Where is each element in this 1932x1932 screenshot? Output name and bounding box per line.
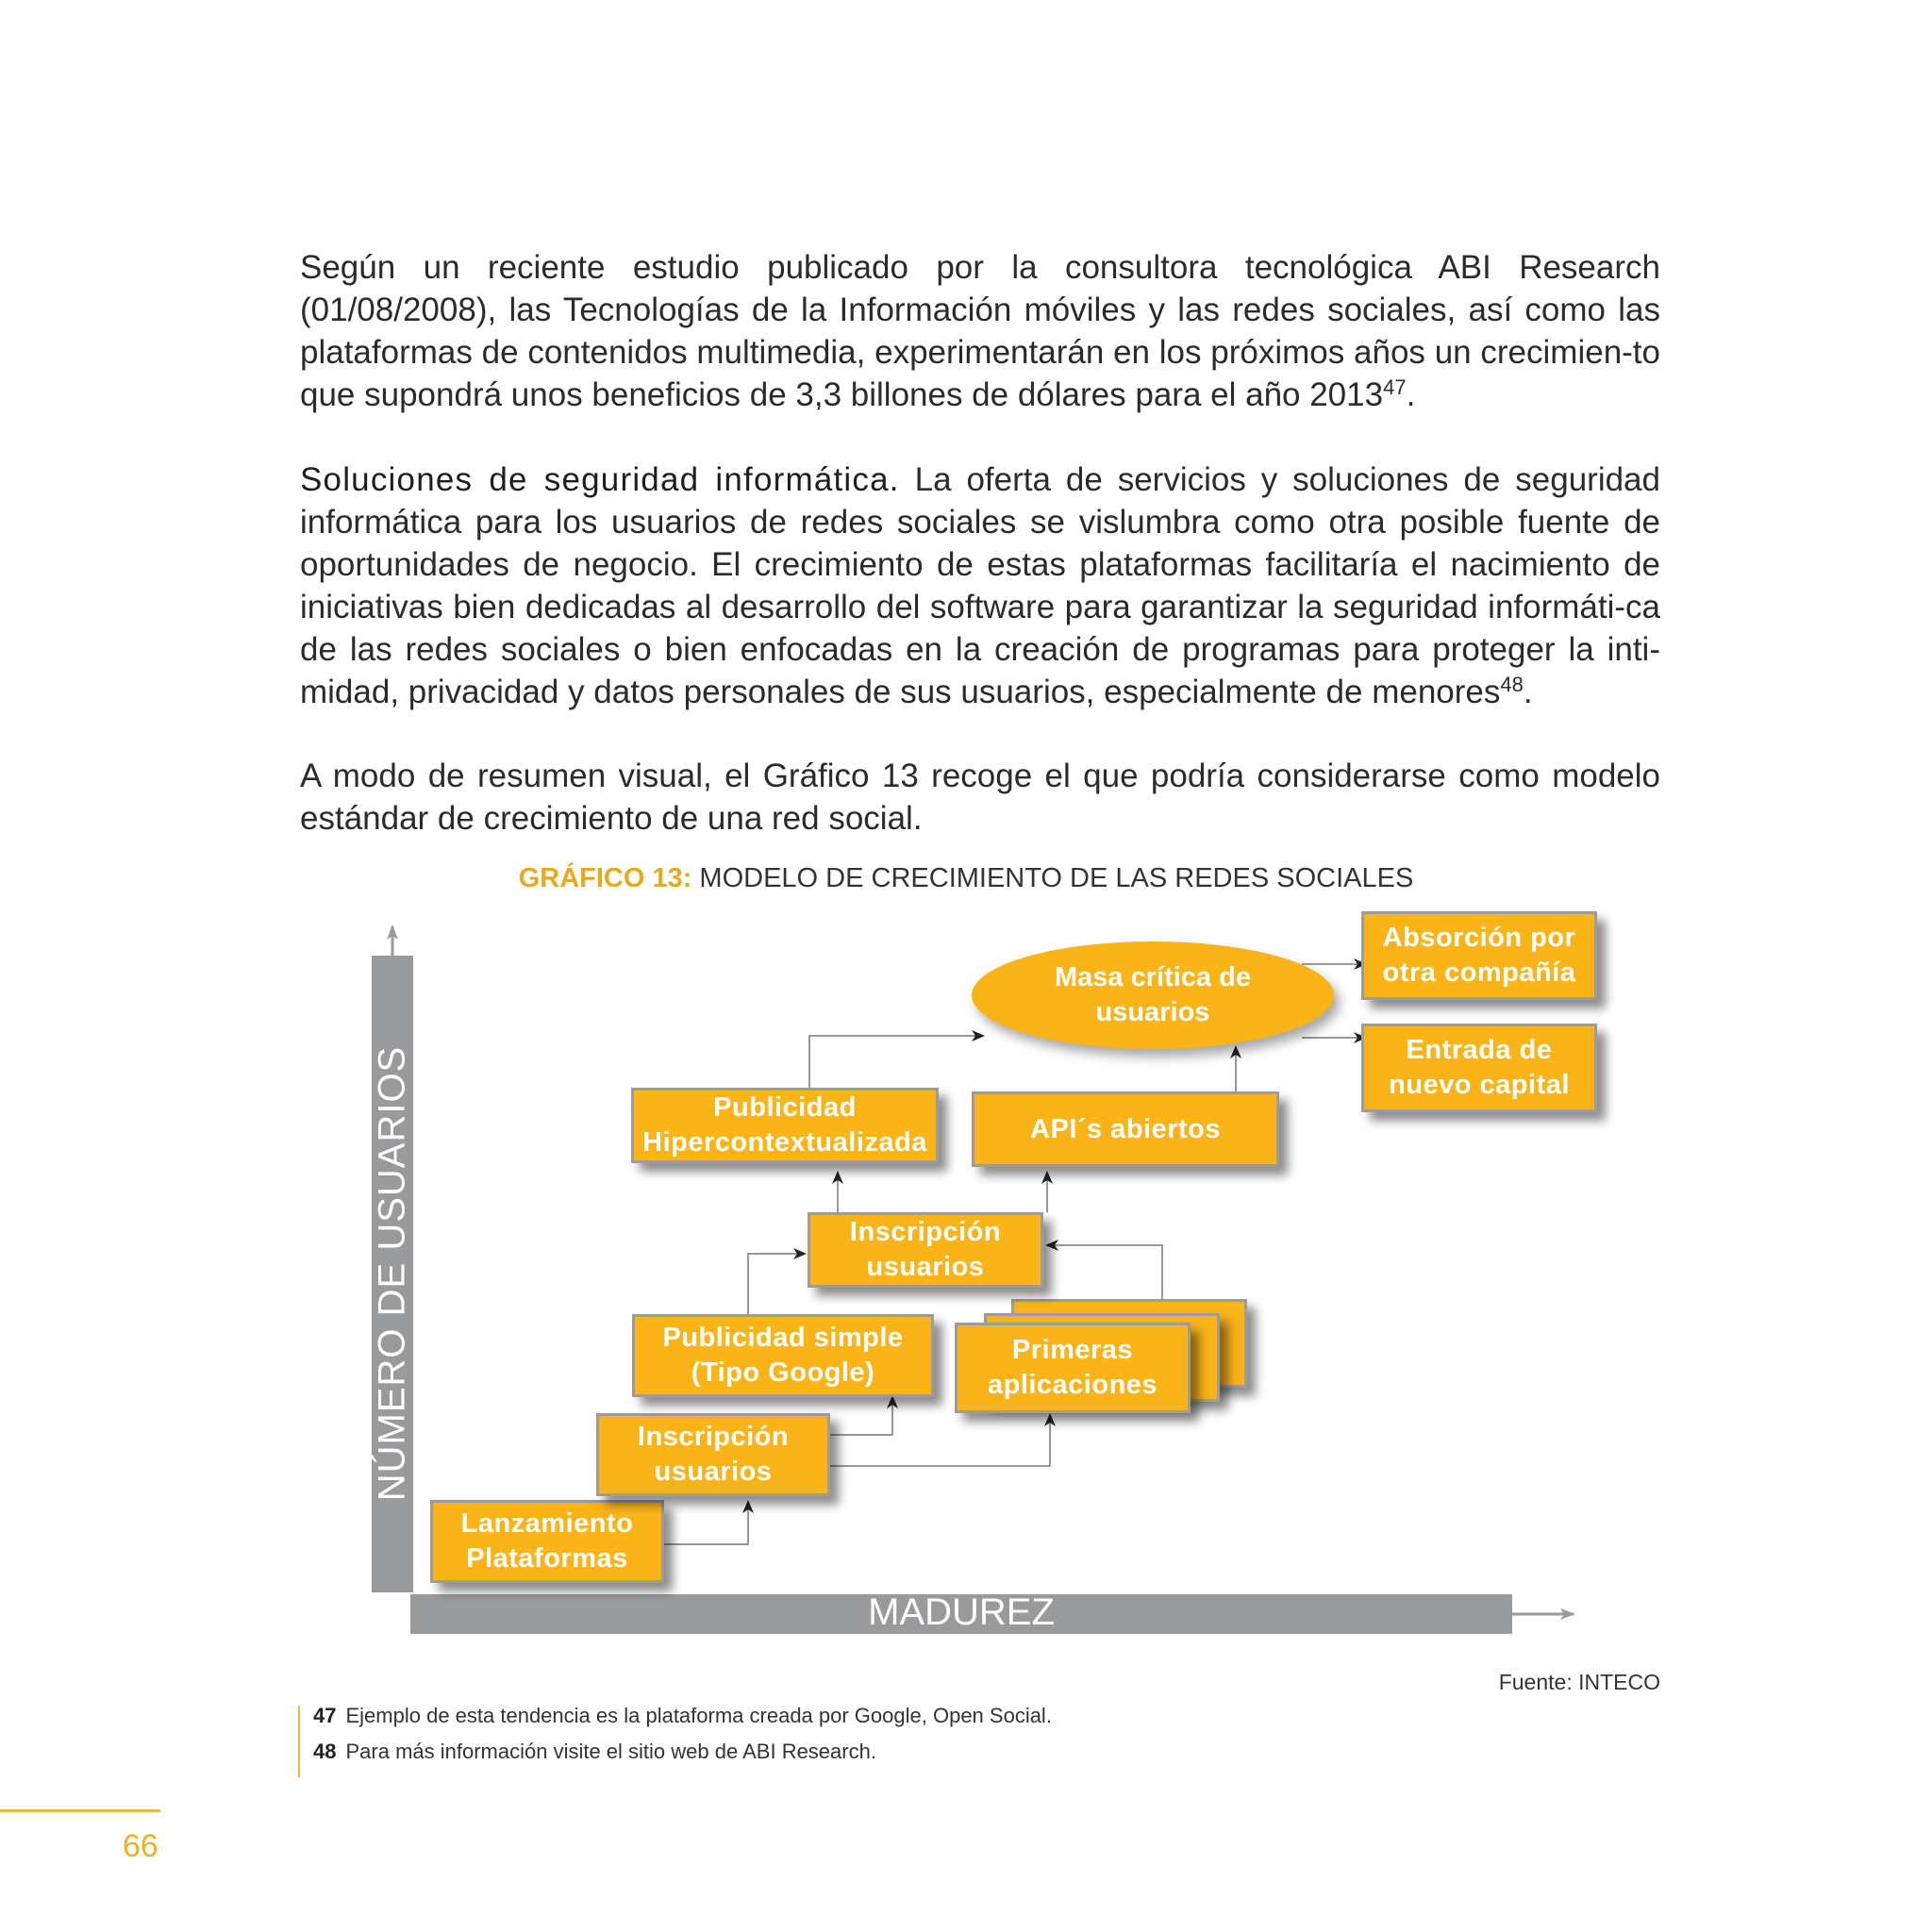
footnote-rule bbox=[298, 1706, 300, 1777]
arrow-publicidad-inscripcion2 bbox=[748, 1254, 805, 1314]
box-publicidad-hipercontextualizada: Publicidad Hipercontextualizada bbox=[631, 1088, 939, 1163]
paragraph-text: Según un reciente estudio publicado por la consultora tecnológica ABI Research (01/08/2008), las Tecnologías de la Información móviles y las redes sociales, así como las plataformas de contenidos multimedia, experimentarán en los próximos años un crecimien-to que supondrá unos beneficios de 3,3 billones de dólares para el año 2013 bbox=[300, 249, 1660, 413]
arrow-inscripcion-publicidad bbox=[830, 1397, 892, 1435]
arrow-inscripcion-primeras bbox=[830, 1415, 1050, 1466]
box-inscripcion-usuarios-2: Inscripción usuarios bbox=[808, 1212, 1043, 1288]
box-inscripcion-usuarios-1: Inscripción usuarios bbox=[596, 1413, 830, 1496]
footnote-number: 47 bbox=[313, 1704, 337, 1727]
box-entrada-capital: Entrada de nuevo capital bbox=[1361, 1024, 1597, 1112]
paragraph-end: . bbox=[1406, 376, 1416, 413]
arrow-lanzamiento-inscripcion bbox=[664, 1502, 748, 1544]
box-publicidad-simple: Publicidad simple (Tipo Google) bbox=[632, 1314, 934, 1397]
footnote-number: 48 bbox=[313, 1740, 337, 1763]
footnote-ref-48[interactable]: 48 bbox=[1500, 673, 1524, 696]
chart-source: Fuente: INTECO bbox=[1498, 1670, 1660, 1694]
paragraph-lead: Soluciones de seguridad informática. bbox=[300, 461, 900, 498]
footnote-text: Para más información visite el sitio web de ABI Research. bbox=[345, 1740, 876, 1763]
footnote-text: Ejemplo de esta tendencia es la plataforma creada por Google, Open Social. bbox=[345, 1704, 1052, 1727]
chart-title-label: GRÁFICO 13: bbox=[518, 863, 692, 893]
page-number: 66 bbox=[123, 1828, 158, 1864]
footnote-48 bbox=[313, 1740, 876, 1764]
chart-title-text: MODELO DE CRECIMIENTO DE LAS REDES SOCIALES bbox=[691, 863, 1414, 893]
paragraph-text: La oferta de servicios y soluciones de seguridad informática para los usuarios de redes sociales se vislumbra como otra posible fuente de oportunidades de negocio. El crecimiento de estas plataformas facilitaría el nacimiento de iniciativas bien dedicadas al desarrollo del software para garantizar la seguridad informáti-ca de las redes sociales o bien enfocadas en la creación de programas para proteger la inti-midad, privacidad y datos personales de sus usuarios, especialmente de menores bbox=[300, 461, 1660, 710]
page-rule bbox=[0, 1809, 160, 1812]
ellipse-masa-critica: Masa crítica de usuarios bbox=[972, 941, 1334, 1049]
box-lanzamiento-plataformas: Lanzamiento Plataformas bbox=[430, 1500, 664, 1583]
y-axis-label: NÚMERO DE USUARIOS bbox=[371, 1045, 413, 1502]
paragraph-text: A modo de resumen visual, el Gráfico 13 recoge el que podría considerarse como modelo estándar de crecimiento de una red social. bbox=[300, 758, 1660, 837]
paragraph-end: . bbox=[1523, 674, 1533, 710]
footnote-ref-47[interactable]: 47 bbox=[1383, 375, 1407, 399]
arrow-primeras-inscripcion2 bbox=[1047, 1245, 1162, 1303]
box-absorcion: Absorción por otra compañía bbox=[1361, 911, 1597, 1000]
box-primeras-aplicaciones: Primeras aplicaciones bbox=[955, 1323, 1191, 1413]
box-api-abiertos: API´s abiertos bbox=[972, 1091, 1279, 1167]
x-axis-label: MADUREZ bbox=[868, 1591, 1055, 1633]
arrow-publicidad-hiper-masa bbox=[809, 1036, 983, 1088]
footnote-47 bbox=[313, 1704, 1052, 1728]
